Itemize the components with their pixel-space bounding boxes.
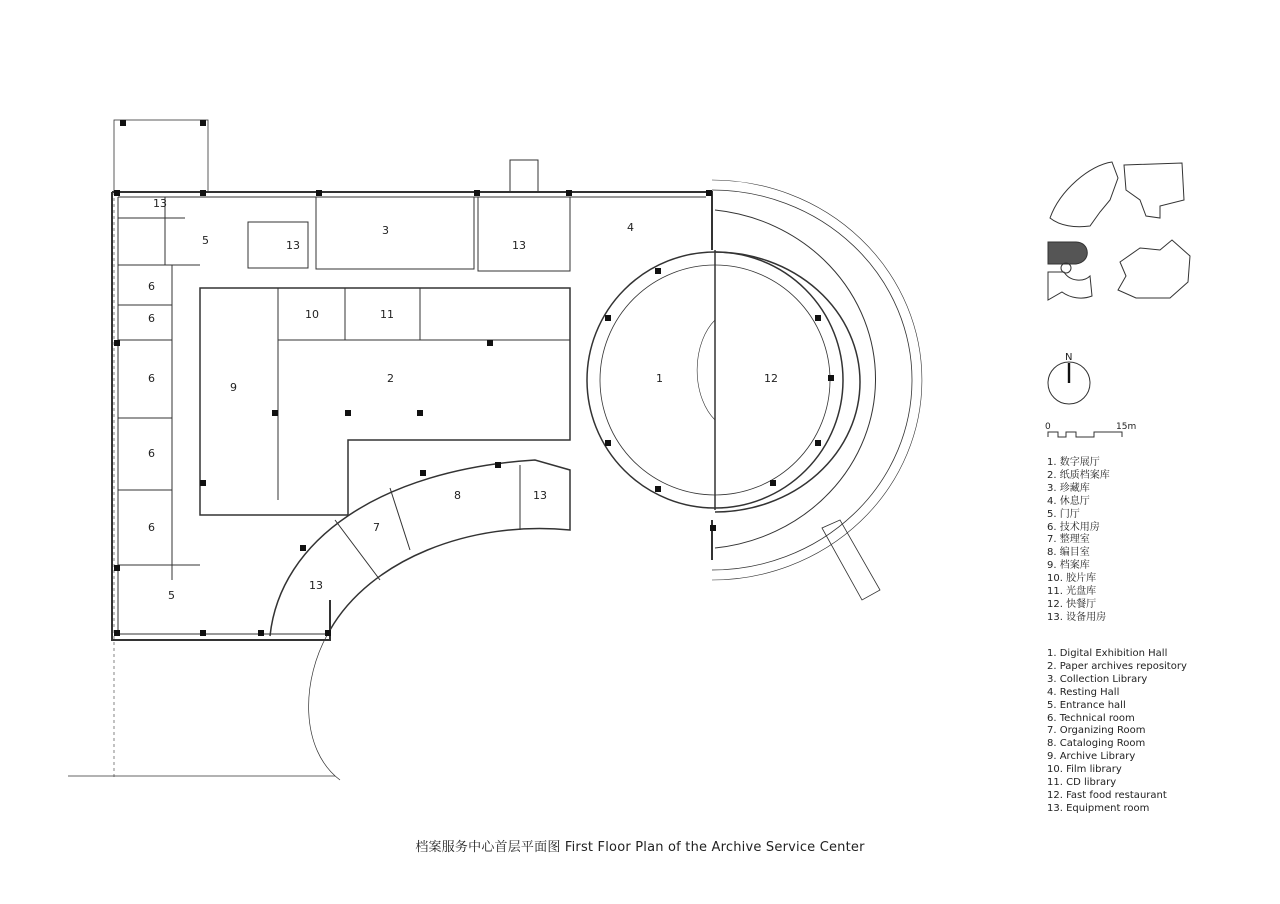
legend-item: 10. 胶片库 [1047, 573, 1097, 585]
room-label: 13 [533, 489, 547, 502]
room-label: 11 [380, 308, 394, 321]
outer-wall [112, 192, 712, 640]
legend-item: 3. 珍藏库 [1047, 482, 1090, 494]
room-label: 1 [656, 372, 663, 385]
legend-item: 9. Archive Library [1047, 751, 1136, 763]
legend-item: 8. Cataloging Room [1047, 738, 1146, 750]
room-label: 10 [305, 308, 319, 321]
figure-caption: 档案服务中心首层平面图 First Floor Plan of the Archive Service Center [415, 840, 865, 855]
legend-item: 9. 档案库 [1047, 560, 1090, 572]
room-label: 6 [148, 372, 155, 385]
room-label: 8 [454, 489, 461, 502]
legend-item: 6. Technical room [1047, 712, 1135, 724]
room-label: 13 [309, 579, 323, 592]
scale-end: 15m [1116, 422, 1137, 432]
legend-item: 5. Entrance hall [1047, 699, 1126, 711]
room-label: 13 [512, 239, 526, 252]
room-label: 12 [764, 372, 778, 385]
room-label: 6 [148, 280, 155, 293]
legend-item: 1. 数字展厅 [1047, 457, 1100, 468]
legend-item: 12. 快餐厅 [1047, 598, 1097, 610]
legend-item: 11. CD library [1047, 777, 1117, 789]
room-label: 2 [387, 372, 394, 385]
room-label: 13 [286, 239, 300, 252]
legend-item: 2. Paper archives repository [1047, 660, 1187, 672]
room-label: 7 [373, 521, 380, 534]
legend-item: 7. 整理室 [1047, 534, 1090, 546]
north-label: N [1065, 352, 1073, 363]
room-label: 4 [627, 221, 634, 234]
room-label: 5 [168, 589, 175, 602]
legend-item: 11. 光盘库 [1047, 586, 1097, 598]
legend-item: 4. 休息厅 [1047, 495, 1090, 507]
room-label: 6 [148, 312, 155, 325]
legend-item: 12. Fast food restaurant [1047, 789, 1167, 801]
legend-item: 2. 纸质档案库 [1047, 469, 1110, 481]
legend-item: 1. Digital Exhibition Hall [1047, 648, 1168, 659]
scale-bar [1045, 422, 1136, 437]
plaza-arc [309, 630, 340, 780]
room-label: 3 [382, 224, 389, 237]
legend-item: 3. Collection Library [1047, 673, 1148, 685]
room-label: 6 [148, 521, 155, 534]
ramp [822, 520, 880, 600]
archive-block [200, 288, 570, 515]
legend-item: 5. 门厅 [1047, 508, 1080, 520]
legend-item: 6. 技术用房 [1047, 521, 1100, 533]
entrance-canopy [114, 120, 208, 192]
north-arrow [1048, 352, 1090, 404]
room-label: 13 [153, 197, 167, 210]
legend-english [1047, 648, 1187, 816]
curved-wing [270, 460, 570, 636]
legend-chinese [1047, 457, 1110, 625]
room-label: 6 [148, 447, 155, 460]
legend-item: 13. Equipment room [1047, 802, 1150, 814]
room-label: 9 [230, 381, 237, 394]
legend-item: 4. Resting Hall [1047, 686, 1120, 698]
legend-item: 8. 编目室 [1047, 547, 1090, 559]
legend-item: 10. Film library [1047, 764, 1122, 776]
room-label: 5 [202, 234, 209, 247]
key-plan [1048, 162, 1190, 300]
legend-item: 13. 设备用房 [1047, 611, 1107, 623]
scale-start: 0 [1045, 422, 1051, 432]
legend-item: 7. Organizing Room [1047, 725, 1146, 737]
